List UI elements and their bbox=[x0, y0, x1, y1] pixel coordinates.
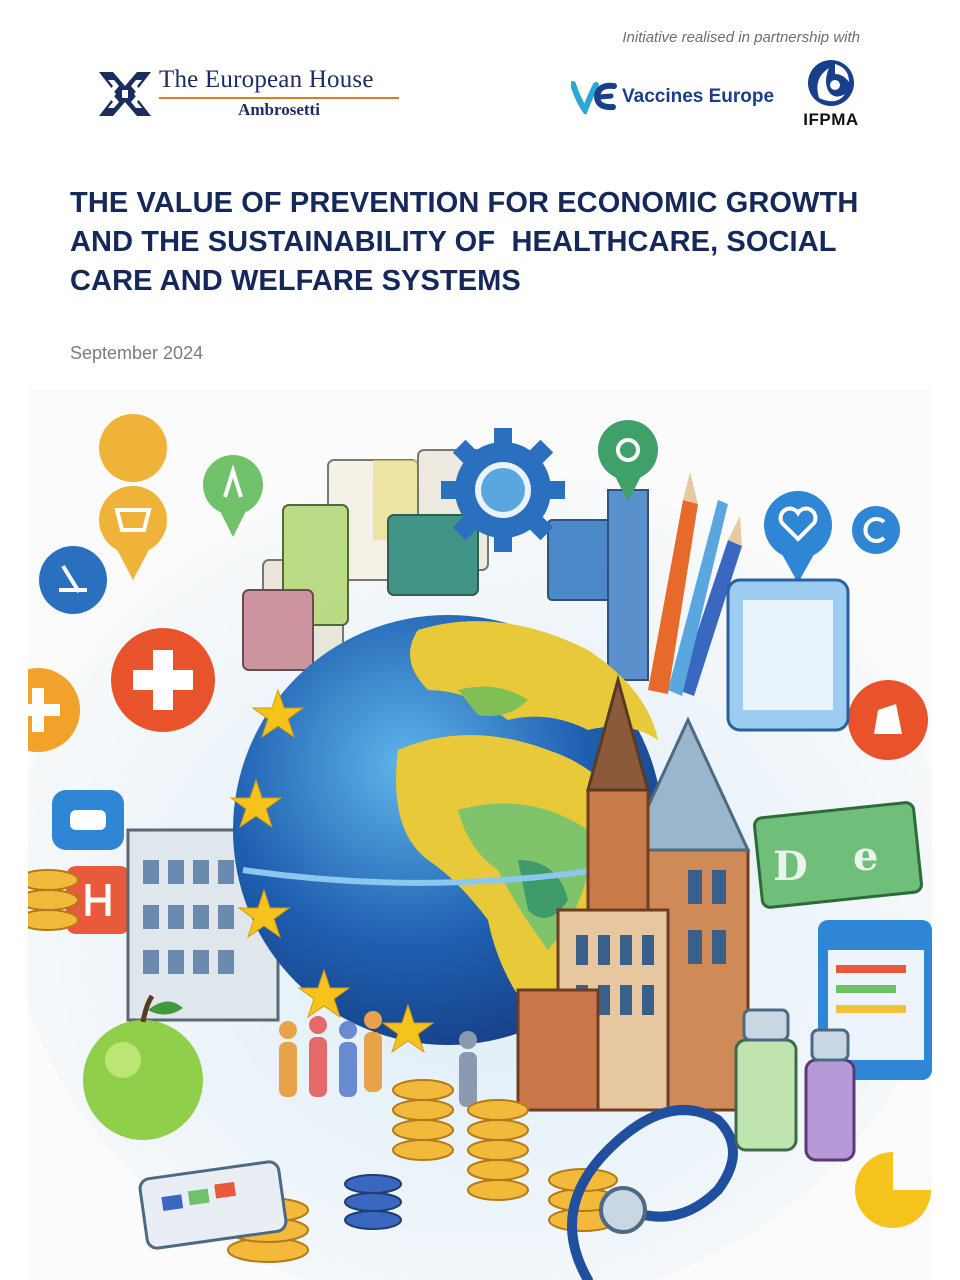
gear-icon bbox=[441, 428, 565, 552]
ifpma-logo[interactable] bbox=[796, 58, 866, 132]
teha-divider bbox=[159, 97, 399, 99]
report-title-line: CARE AND WELFARE SYSTEMS bbox=[70, 265, 521, 297]
ifpma-name: IFPMA bbox=[803, 110, 859, 129]
teha-logo[interactable] bbox=[96, 66, 406, 124]
vaccines-europe-mark-icon bbox=[571, 80, 617, 114]
report-date: September 2024 bbox=[70, 343, 204, 363]
svg-text:e: e bbox=[853, 833, 879, 880]
pie-chart-icon bbox=[855, 1152, 931, 1228]
blue-chip-stack-icon bbox=[345, 1175, 401, 1229]
svg-text:D: D bbox=[773, 843, 808, 890]
caduceus-pin-icon bbox=[39, 546, 107, 614]
stethoscope-chestpiece-icon bbox=[601, 1188, 645, 1232]
cover-illustration bbox=[28, 390, 932, 1280]
teha-emblem-icon bbox=[96, 68, 154, 120]
ifpma-emblem-icon bbox=[805, 58, 857, 108]
partnership-note: Initiative realised in partnership with bbox=[622, 29, 860, 46]
tablet-icon bbox=[728, 580, 848, 730]
teha-name: The European House bbox=[159, 66, 374, 93]
report-title-line: THE VALUE OF PREVENTION FOR ECONOMIC GROWTH bbox=[70, 187, 859, 219]
report-title bbox=[70, 184, 900, 301]
teha-subname: Ambrosetti bbox=[238, 100, 320, 119]
thumbs-up-pin-icon bbox=[848, 680, 928, 760]
vaccines-europe-name: Vaccines Europe bbox=[622, 86, 775, 107]
money-bill-icon bbox=[754, 802, 923, 908]
message-pin-icon bbox=[52, 790, 124, 850]
report-title-line: AND THE SUSTAINABILITY OF HEALTHCARE, SOCIAL bbox=[70, 226, 837, 258]
currency-pin-icon bbox=[852, 506, 900, 554]
medical-cross-pin-icon bbox=[111, 628, 215, 732]
